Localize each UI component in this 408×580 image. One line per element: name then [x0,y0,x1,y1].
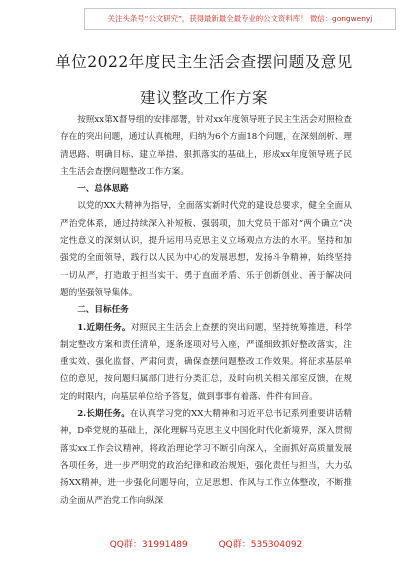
long-term-text: 在认真学习党的XX大精神和习近平总书记系列重要讲话精神，D牵党规的基础上，深化理解马克思主义中国化时代化新境界，深入贯彻落实xx工作会议精神，将政治理论学习不断引向深入，全面抓好高质量发展各项任务，进一步严明党的政治纪律和政治规矩，强化责任与担当，大力弘扬XX精神，进一步强化问题导向，立足思想、作风与工作立体整改，不断推动全面从严治党工作向纵深 [60,409,352,506]
qq-group-2: QQ群：535304092 [218,540,303,550]
promo-banner-text: 关注头条号“公文研究”，获得最新最全最专业的公文资料库！ 微信：gongwenyj [107,14,373,23]
near-term-text: 对照民主生活会上查摆的突出问题，坚持统筹推进，科学制定整改方案和责任清单，逐条逐项对号入座，严谨细致抓好整改落实，注重实效、强化监督、严肃问责，确保查摆问题整改工作效果。将征求基层单位的意见，按问题归属部门进行分类汇总，及时向机关相关部室反馈，在规定的时限内，向基层单位给予答复，做到事事有着落、件件有回音。 [60,322,352,402]
document-title-line1: 单位2022年度民主生活会查摆问题及意见 [55,53,353,71]
contact-footer [60,537,352,550]
section-heading-overall: 一、总体思路 [77,184,129,195]
section-heading-goals: 二、目标任务 [77,305,129,316]
intro-paragraph: 按照xx第X督导组的安排部署，针对xx年度领导班子民主生活会对照检查存在的突出问题，通过认真梳理，归纳为6个方面18个问题，在深刻剖析、理清思路、明确目标、建立举措、狠抓落实的基础上，形成xx年度领导班子民主生活会查摆问题整改工作方案。 [60,115,352,177]
near-term-label: 1.近期任务。 [77,322,131,333]
promo-banner [84,8,396,30]
qq-group-1: QQ群：31991489 [109,540,188,550]
overall-paragraph: 以党的XX大精神为指导，全面落实新时代党的建设总要求，健全全面从严治党体系，通过持续深入补短板、强弱项，加大党员干部对“两个确立”决定性意义的深刻认识，提升运用马克思主义立场观点方法的水平。坚持和加强党的全面领导，践行以人民为中心的发展思想，发扬斗争精神，始终坚持一切从严，打造敢于担当实干、勇于直面矛盾、乐于创新创业、善于解决问题的坚强领导集体。 [60,201,352,298]
document-title-line2: 建议整改工作方案 [139,89,268,107]
near-term-paragraph [60,320,352,406]
document-body [60,112,352,510]
long-term-label: 2.长期任务。 [77,409,130,420]
long-term-paragraph [60,406,352,510]
